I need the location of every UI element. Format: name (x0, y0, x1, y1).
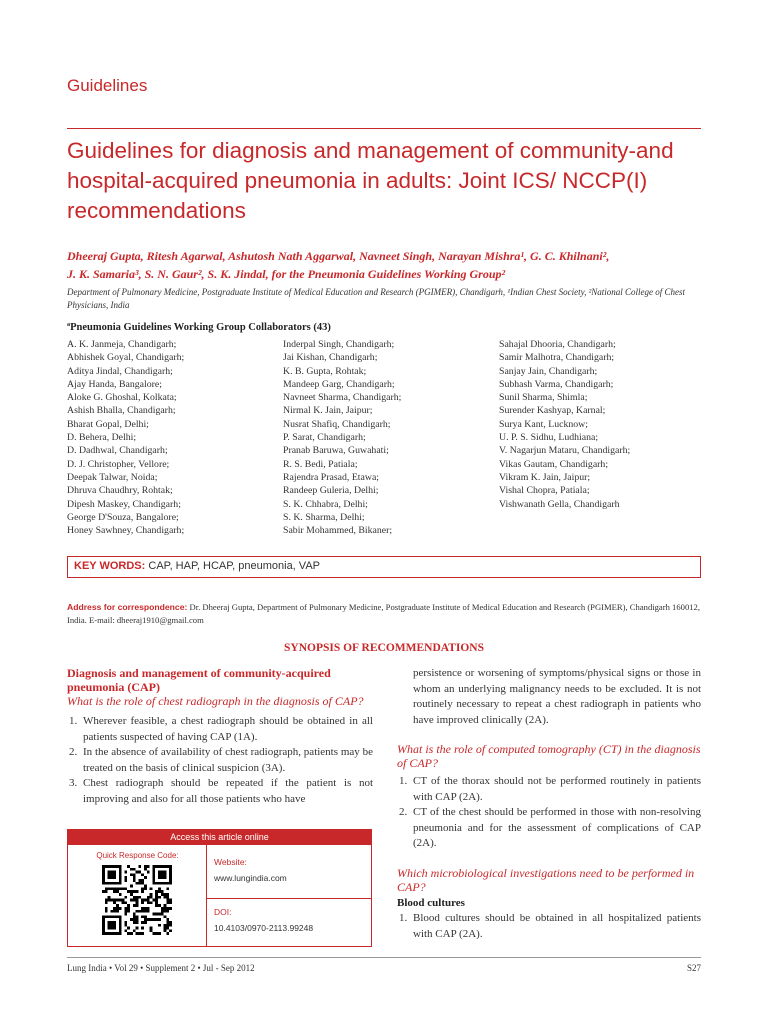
qr-code-icon (102, 865, 172, 935)
collaborators-heading: ªPneumonia Guidelines Working Group Collaborators (43) (67, 322, 331, 333)
collaborator-name: Bharat Gopal, Delhi; (67, 418, 149, 430)
section-heading-cap: Diagnosis and management of community-acquired pneumonia (CAP) (67, 666, 331, 694)
doi-label: DOI: (214, 907, 232, 917)
collaborator-name: P. Sarat, Chandigarh; (283, 432, 366, 444)
collaborator-name: Ashish Bhalla, Chandigarh; (67, 405, 176, 417)
collaborator-name: Vishal Chopra, Patiala; (499, 485, 590, 497)
website-label: Website: (214, 857, 247, 867)
collaborator-name: Sunil Sharma, Shimla; (499, 392, 588, 404)
authors-line-2: J. K. Samaria³, S. N. Gaur², S. K. Jindal, for the Pneumonia Guidelines Working Group² (67, 267, 506, 281)
collaborator-name: S. K. Sharma, Delhi; (283, 511, 365, 523)
collaborators-column-1 (67, 338, 184, 537)
collaborator-name: Vikram K. Jain, Jaipur; (499, 471, 591, 483)
collaborator-name: Inderpal Singh, Chandigarh; (283, 339, 395, 350)
collaborator-name: Jai Kishan, Chandigarh; (283, 352, 378, 364)
collaborator-name: Nusrat Shafiq, Chandigarh; (283, 418, 391, 430)
subheading-blood-cultures: Blood cultures (397, 896, 465, 909)
collaborator-name: Ajay Handa, Bangalore; (67, 378, 162, 390)
list-item: 1. CT of the thorax should not be performed routinely in patients with CAP (2A). (399, 775, 701, 803)
collaborator-name: Vishwanath Gella, Chandigarh (499, 498, 620, 510)
qr-label: Quick Response Code: (96, 851, 179, 860)
keywords-label: KEY WORDS: (74, 560, 146, 572)
footer-journal: Lung India • Vol 29 • Supplement 2 • Jul - Sep 2012 (67, 963, 255, 973)
access-box-header: Access this article online (68, 830, 371, 845)
collaborator-name: Mandeep Garg, Chandigarh; (283, 378, 395, 390)
collaborator-name: Sabir Mohammed, Bikaner; (283, 525, 393, 537)
collaborator-name: George D'Souza, Bangalore; (67, 511, 179, 523)
collaborator-name: Dipesh Maskey, Chandigarh; (67, 498, 181, 510)
list-item: 2. CT of the chest should be performed in those with non-resolving pneumonia and for the assessment of complications of CAP (2A). (399, 806, 701, 849)
collaborator-name: V. Nagarjun Mataru, Chandigarh; (499, 445, 631, 457)
collaborators-column-2 (283, 338, 401, 537)
ct-recommendations (397, 774, 701, 852)
article-title: Guidelines for diagnosis and management of community-and hospital-acquired pneumonia in adults: Joint ICS/ NCCP(I) recommendations (67, 138, 674, 223)
continued-paragraph: persistence or worsening of symptoms/physical signs or those in whom an underlying malignancy needs to be excluded. It is not routinely necessary to repeat a chest radiograph in patients who have improved clinically (2A). (413, 667, 701, 726)
collaborator-name: Surender Kashyap, Karnal; (499, 405, 606, 417)
collaborator-name: Sahajal Dhooria, Chandigarh; (499, 339, 616, 350)
collaborator-name: Sanjay Jain, Chandigarh; (499, 365, 598, 377)
synopsis-heading: SYNOPSIS OF RECOMMENDATIONS (284, 642, 484, 654)
collaborator-name: D. Behera, Delhi; (67, 432, 137, 444)
collaborator-name: S. K. Chhabra, Delhi; (283, 498, 368, 510)
collaborator-name: D. Dadhwal, Chandigarh; (67, 445, 168, 457)
access-article-box (67, 829, 372, 947)
collaborator-name: K. B. Gupta, Rohtak; (283, 365, 367, 377)
qr-cell (68, 845, 207, 946)
list-item: 2. In the absence of availability of chest radiograph, patients may be treated on the basis of clinical suspicion (3A). (69, 746, 373, 774)
collaborator-name: Deepak Talwar, Noida; (67, 471, 158, 483)
keywords-value: CAP, HAP, HCAP, pneumonia, VAP (148, 560, 320, 572)
header-rule (67, 128, 701, 129)
correspondence-label: Address for correspondence: (67, 602, 188, 612)
collaborator-name: R. S. Bedi, Patiala; (283, 458, 358, 470)
doi-value: 10.4103/0970-2113.99248 (214, 923, 314, 933)
collaborator-name: Honey Sawhney, Chandigarh; (67, 525, 185, 537)
collaborator-name: A. K. Janmeja, Chandigarh; (67, 339, 177, 350)
list-item: 1. Wherever feasible, a chest radiograph should be obtained in all patients suspected of having CAP (1A). (69, 715, 373, 743)
collaborators-column-3 (499, 338, 630, 511)
collaborator-name: U. P. S. Sidhu, Ludhiana; (499, 432, 599, 444)
collaborator-name: Randeep Guleria, Delhi; (283, 485, 379, 497)
list-item: 3. Chest radiograph should be repeated if the patient is not improving and also for all those patients who have (69, 777, 373, 805)
collaborator-name: Vikas Gautam, Chandigarh; (499, 458, 609, 470)
website-link[interactable]: www.lungindia.com (214, 873, 287, 883)
collaborator-name: Abhishek Goyal, Chandigarh; (67, 352, 185, 364)
footer-page-number: S27 (686, 963, 701, 973)
collaborator-name: Samir Malhotra, Chandigarh; (499, 352, 615, 364)
collaborator-name: Subhash Varma, Chandigarh; (499, 378, 614, 390)
collaborator-name: D. J. Christopher, Vellore; (67, 458, 170, 470)
author-list (67, 247, 707, 283)
question-ct: What is the role of computed tomography (CT) in the diagnosis of CAP? (397, 742, 701, 770)
authors-line-1: Dheeraj Gupta, Ritesh Agarwal, Ashutosh Nath Aggarwal, Navneet Singh, Narayan Mishra¹, G. C. Khilnani², (67, 249, 610, 263)
right-column (397, 666, 701, 942)
question-microbiology: Which microbiological investigations need to be performed in CAP? (397, 865, 695, 894)
correspondence-text: Dr. Dheeraj Gupta, Department of Pulmonary Medicine, Postgraduate Institute of Medical Education and Research (PGIMER), Chandigarh 160012, India. E-mail: dheeraj1910@gmail.com (67, 602, 700, 625)
radiograph-recommendations (67, 714, 373, 807)
collaborator-name: Rajendra Prasad, Etawa; (283, 471, 380, 483)
collaborator-name: Dhruva Chaudhry, Rohtak; (67, 485, 173, 497)
access-divider (207, 898, 371, 899)
collaborator-name: Nirmal K. Jain, Jaipur; (283, 405, 373, 417)
section-label: Guidelines (67, 76, 148, 95)
keywords-box (67, 556, 701, 578)
collaborator-name: Pranab Baruwa, Guwahati; (283, 445, 389, 457)
collaborator-name: Aditya Jindal, Chandigarh; (67, 365, 173, 377)
collaborator-name: Surya Kant, Lucknow; (499, 418, 588, 430)
footer-rule (67, 957, 701, 958)
affiliations: Department of Pulmonary Medicine, Postgraduate Institute of Medical Education and Research (PGIMER), Chandigarh, ¹Indian Chest Society, ²National College of Chest Physicians, India (67, 287, 686, 310)
list-item: 1. Blood cultures should be obtained in all hospitalized patients with CAP (2A). (399, 912, 701, 940)
collaborator-name: Aloke G. Ghoshal, Kolkata; (67, 392, 177, 404)
correspondence-address (67, 601, 707, 627)
question-chest-radiograph: What is the role of chest radiograph in the diagnosis of CAP? (67, 694, 364, 708)
left-column (67, 666, 373, 807)
collaborator-name: Navneet Sharma, Chandigarh; (283, 392, 402, 404)
